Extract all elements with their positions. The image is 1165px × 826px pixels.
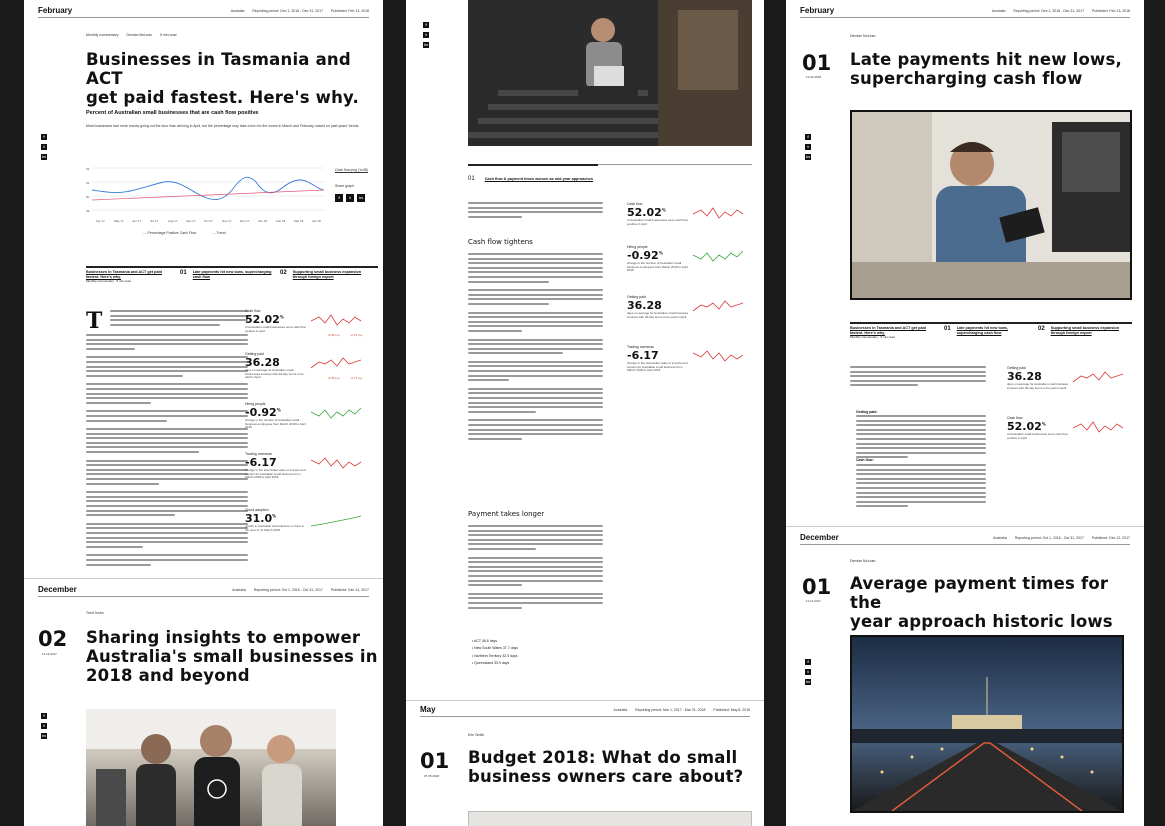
drop-cap: T — [86, 308, 103, 334]
svg-text:Oct 17: Oct 17 — [204, 219, 213, 223]
category-link[interactable]: Monthly commentary — [86, 33, 119, 37]
svg-text:May 17: May 17 — [114, 219, 124, 223]
title-line-2: get paid fastest. Here's why. — [86, 87, 359, 107]
stat-trading-overseas: Trading overseas -6.17 change in the total dollar value of imports and exports for Australian small business from March 2018 to April 2018 — [627, 345, 745, 373]
svg-text:Mar 18: Mar 18 — [294, 219, 304, 223]
header-reporting-period: Reporting period: Mar 1, 2017 - Mar 31, 2018 — [635, 707, 706, 712]
title-line-2: Australia's small businesses in — [86, 646, 378, 666]
article-intro — [850, 366, 986, 389]
list-item: • ACT 36.6 days — [472, 639, 498, 643]
sparkline-hiring — [691, 247, 745, 267]
list-item: • Northern Territory 32.5 days — [472, 653, 518, 658]
chart-legend — [143, 231, 226, 235]
header-region: Australia — [993, 535, 1007, 540]
sparkline-trading — [309, 454, 363, 474]
svg-text:Dec 17: Dec 17 — [240, 219, 250, 223]
header-published: Published: Dec 12, 2017 — [330, 587, 369, 592]
team-illustration — [86, 709, 336, 826]
twitter-icon[interactable]: t — [41, 144, 47, 150]
stat-cloud-adoption: Cloud adoption 31.0% growth in Australian subscriptions on Xero in the year to 31 March 2018 — [245, 508, 363, 532]
article-date: 11.12.2017 — [806, 599, 821, 603]
article-title — [468, 749, 743, 787]
title-line-2: business owners care about? — [468, 766, 744, 786]
panel-late-payments — [786, 0, 1144, 526]
tab-foreign-export[interactable]: 02 Supporting small business expansion through foreign export — [280, 270, 362, 279]
svg-text:Jul 17: Jul 17 — [150, 219, 159, 223]
title-line-1: Businesses in Tasmania and ACT — [86, 50, 351, 88]
tab-late-payments[interactable]: 01 Late payments hit new lows, supercharging cash flow — [180, 270, 272, 279]
svg-text:Aug 17: Aug 17 — [168, 219, 178, 223]
author: Demian McLean — [850, 34, 876, 38]
article-title — [86, 51, 383, 108]
svg-text:Jun 17: Jun 17 — [132, 219, 142, 223]
svg-text:50: 50 — [86, 195, 90, 199]
header-reporting-period: Reporting period: Oct 1, 2016 - Oct 31, 2017 — [253, 587, 323, 592]
social-share — [423, 22, 429, 48]
header-region: Australia — [230, 8, 245, 13]
team-photo — [86, 709, 336, 826]
payment-body — [468, 525, 603, 611]
sparkline-cash-flow — [309, 311, 363, 331]
svg-text:Nov 17: Nov 17 — [222, 219, 232, 223]
article-number: 02 — [38, 627, 68, 651]
svg-text:Jan 18: Jan 18 — [258, 219, 268, 223]
twitter-icon[interactable]: t — [346, 194, 354, 202]
author: Demian McLean — [126, 33, 152, 37]
article-number: 01 — [420, 749, 450, 773]
title-line-2: supercharging cash flow — [850, 68, 1083, 88]
twitter-icon[interactable]: t — [805, 144, 811, 150]
header-month: December — [38, 585, 77, 594]
sparkline-getting-paid — [1071, 368, 1125, 388]
cash-flow-body — [856, 464, 986, 510]
chart-subtitle: Most businesses had more money going out the door than arriving in April, but the percentage may take a turn for the worse in March and February, based on past years' trends. — [86, 124, 360, 128]
article-tabs — [86, 266, 378, 284]
header-region: Australia — [613, 707, 628, 712]
article-number: 01 — [802, 51, 832, 75]
facebook-icon[interactable]: f — [41, 713, 47, 719]
hero-photo-parliament — [850, 635, 1124, 813]
hero-photo-cafe — [850, 110, 1132, 300]
twitter-icon[interactable]: t — [423, 32, 429, 38]
stat-trading-overseas: Trading overseas -6.17 change in the total dollar value of imports and exports for Australian small business from March 2018 to April 2018 — [245, 452, 363, 480]
svg-text:52: 52 — [86, 167, 90, 171]
svg-text:Sep 17: Sep 17 — [186, 219, 196, 223]
header-region: Australia — [991, 8, 1006, 13]
article-date: 07.05.2018 — [424, 774, 440, 778]
article-title — [850, 51, 1122, 89]
tab-late-payments[interactable]: 01 Late payments hit new lows, supercharging cash flow — [944, 326, 1008, 335]
linkedin-icon[interactable]: in — [42, 154, 46, 159]
svg-text:51: 51 — [86, 181, 90, 185]
list-item: • Queensland 33.9 days — [472, 661, 510, 666]
svg-text:Apr 17: Apr 17 — [96, 219, 105, 223]
author: Erin Smith — [468, 733, 485, 737]
linkedin-icon[interactable]: in — [424, 42, 428, 47]
stat-getting-paid: Getting paid 36.28 days on average for Australian small businesses invoices with 30-day terms to be paid in April -0.45 p.p. -2.77 p.p. — [245, 352, 363, 380]
page-header — [800, 531, 1130, 545]
panel-tasmania-article — [24, 0, 383, 578]
sparkline-getting-paid — [691, 297, 745, 317]
article-tabs — [850, 322, 1132, 340]
section-heading — [468, 176, 593, 182]
stat-cash-flow: Cash flow 52.02% of Australian small businesses were cash flow positive in April — [1007, 416, 1125, 440]
author: Demian McLean — [850, 559, 876, 563]
sparkline-trading — [691, 347, 745, 367]
list-item: • New South Wales 37.7 days — [472, 646, 519, 651]
svg-text:Feb 18: Feb 18 — [276, 219, 286, 223]
chart-title: Percent of Australian small businesses that are cash flow positive — [86, 110, 259, 116]
panel-average-payment — [786, 526, 1144, 826]
sparkline-cloud — [309, 510, 363, 530]
facebook-icon[interactable]: f — [805, 659, 811, 665]
title-line-1: Budget 2018: What do small — [468, 748, 738, 767]
page-header — [38, 583, 369, 597]
stat-getting-paid: Getting paid 36.28 days on average for Australian small business invoices with 30-day terms to be paid in April — [1007, 366, 1125, 390]
chart-share-icons — [335, 194, 365, 202]
panel-cash-flow-article — [406, 0, 764, 826]
page-header — [800, 4, 1130, 18]
header-published: Published: Feb 13, 2018 — [1092, 8, 1130, 13]
article-date: 12.02.2018 — [806, 75, 822, 79]
hero-photo-stairs — [468, 0, 752, 146]
facebook-icon[interactable]: f — [423, 22, 429, 28]
tab-tasmania[interactable]: Businesses in Tasmania and ACT get paid fastest. Here's why. Monthly commentary · 5 min read — [86, 270, 162, 283]
budget-article — [406, 700, 764, 826]
sparkline-hiring — [309, 404, 363, 424]
header-published: Published: Feb 13, 2018 — [331, 8, 369, 13]
share-graph-label: Share graph — [335, 184, 355, 188]
social-share — [805, 659, 811, 685]
social-share — [41, 713, 47, 739]
cash-flow-line-chart — [86, 160, 326, 240]
page-header — [420, 703, 750, 717]
section-rule — [468, 164, 598, 166]
stat-cash-flow: Cash flow 52.02% of Australian small businesses were cash flow positive in April -0.35 p.p. -2.47 p.p. — [245, 309, 363, 337]
cash-flow-body — [468, 253, 603, 442]
social-share — [805, 134, 811, 160]
twitter-icon[interactable]: t — [41, 723, 47, 729]
stat-getting-paid: Getting paid 36.28 days on average for Australian small business invoices with 30-day terms to be paid in April — [627, 295, 745, 319]
heading-cash-flow: Cash flow tightens — [468, 238, 533, 246]
byline — [86, 33, 177, 37]
stat-hiring: Hiring people -0.92% change in the number of Australian small business employees from March 2018 to April 2018 — [627, 245, 745, 273]
social-share — [41, 134, 47, 160]
header-month: May — [420, 705, 436, 714]
header-month: February — [800, 6, 835, 15]
parliament-house-night-illustration — [852, 637, 1122, 811]
header-published: Published: May 8, 2018 — [713, 707, 750, 712]
article-title — [850, 575, 1144, 632]
read-time: 5 min read — [159, 33, 177, 37]
article-body-intro — [110, 310, 248, 328]
linkedin-icon[interactable]: in — [806, 154, 810, 159]
article-body — [86, 334, 248, 568]
download-chart-link[interactable]: Cash flow.png (1x48) — [335, 168, 368, 172]
linkedin-icon[interactable]: in — [806, 679, 810, 684]
author: Trent Innes — [86, 611, 104, 615]
svg-text:Apr 18: Apr 18 — [312, 219, 321, 223]
stat-cash-flow: Cash flow 52.02% of Australian small businesses were cash flow positive in April — [627, 202, 745, 226]
legend-item-percentage: — Percentage Positive Cash Flow — [143, 231, 197, 235]
svg-text:49: 49 — [86, 209, 90, 213]
article-title — [86, 629, 378, 686]
header-reporting-period: Reporting period: Dec 1, 2016 - Dec 31, 2017 — [1013, 8, 1085, 13]
section-number: 01 — [468, 176, 475, 182]
header-region: Australia — [232, 587, 246, 592]
article-date: 11.12.2017 — [42, 652, 57, 656]
header-reporting-period: Reporting period: Oct 1, 2016 - Oct 31, 2017 — [1014, 535, 1084, 540]
facebook-icon[interactable]: f — [41, 134, 47, 140]
bullet-cash-flow: Cash flow: — [856, 458, 874, 462]
section-label[interactable]: Cash flow & payment times worsen as mid-year approaches — [484, 177, 593, 181]
sparkline-cash-flow — [1071, 418, 1125, 438]
linkedin-icon[interactable]: in — [42, 733, 46, 738]
sparkline-cash-flow — [691, 204, 745, 224]
header-month: December — [800, 533, 839, 542]
panel-sharing-insights — [24, 578, 383, 826]
man-on-stairs-illustration — [468, 0, 752, 146]
facebook-icon[interactable]: f — [805, 134, 811, 140]
man-with-tablet-illustration — [852, 112, 1130, 298]
title-line-1: Sharing insights to empower — [86, 628, 361, 647]
sparkline-getting-paid — [309, 354, 363, 374]
header-published: Published: Dec 12, 2017 — [1091, 535, 1130, 540]
cash-flow-intro — [468, 202, 603, 220]
heading-payment: Payment takes longer — [468, 510, 545, 518]
twitter-icon[interactable]: t — [805, 669, 811, 675]
stat-hiring: Hiring people -0.92% change in the number of Australian small business employees from March 2018 to April 2018 — [245, 402, 363, 430]
bullet-getting-paid: Getting paid: — [856, 410, 878, 414]
page-header — [38, 4, 369, 18]
facebook-icon[interactable]: f — [335, 194, 343, 202]
header-month: February — [38, 6, 73, 15]
title-line-1: Late payments hit new lows, — [850, 50, 1122, 69]
getting-paid-body — [856, 415, 986, 461]
header-reporting-period: Reporting period: Dec 1, 2016 - Dec 31, 2017 — [252, 8, 324, 13]
title-line-3: 2018 and beyond — [86, 665, 250, 685]
tab-tasmania[interactable]: Businesses in Tasmania and ACT get paid fastest. Here's why. Monthly commentary · 5 min read — [850, 326, 926, 339]
article-number: 01 — [802, 575, 832, 599]
linkedin-icon[interactable]: in — [357, 194, 365, 202]
title-line-2: year approach historic lows — [850, 611, 1113, 631]
legend-item-trend: — Trend — [212, 231, 226, 235]
state-payment-list — [472, 638, 518, 667]
hero-photo — [468, 811, 752, 826]
tab-foreign-export[interactable]: 02 Supporting small business expansion through foreign export — [1038, 326, 1120, 335]
title-line-1: Average payment times for the — [850, 574, 1109, 612]
